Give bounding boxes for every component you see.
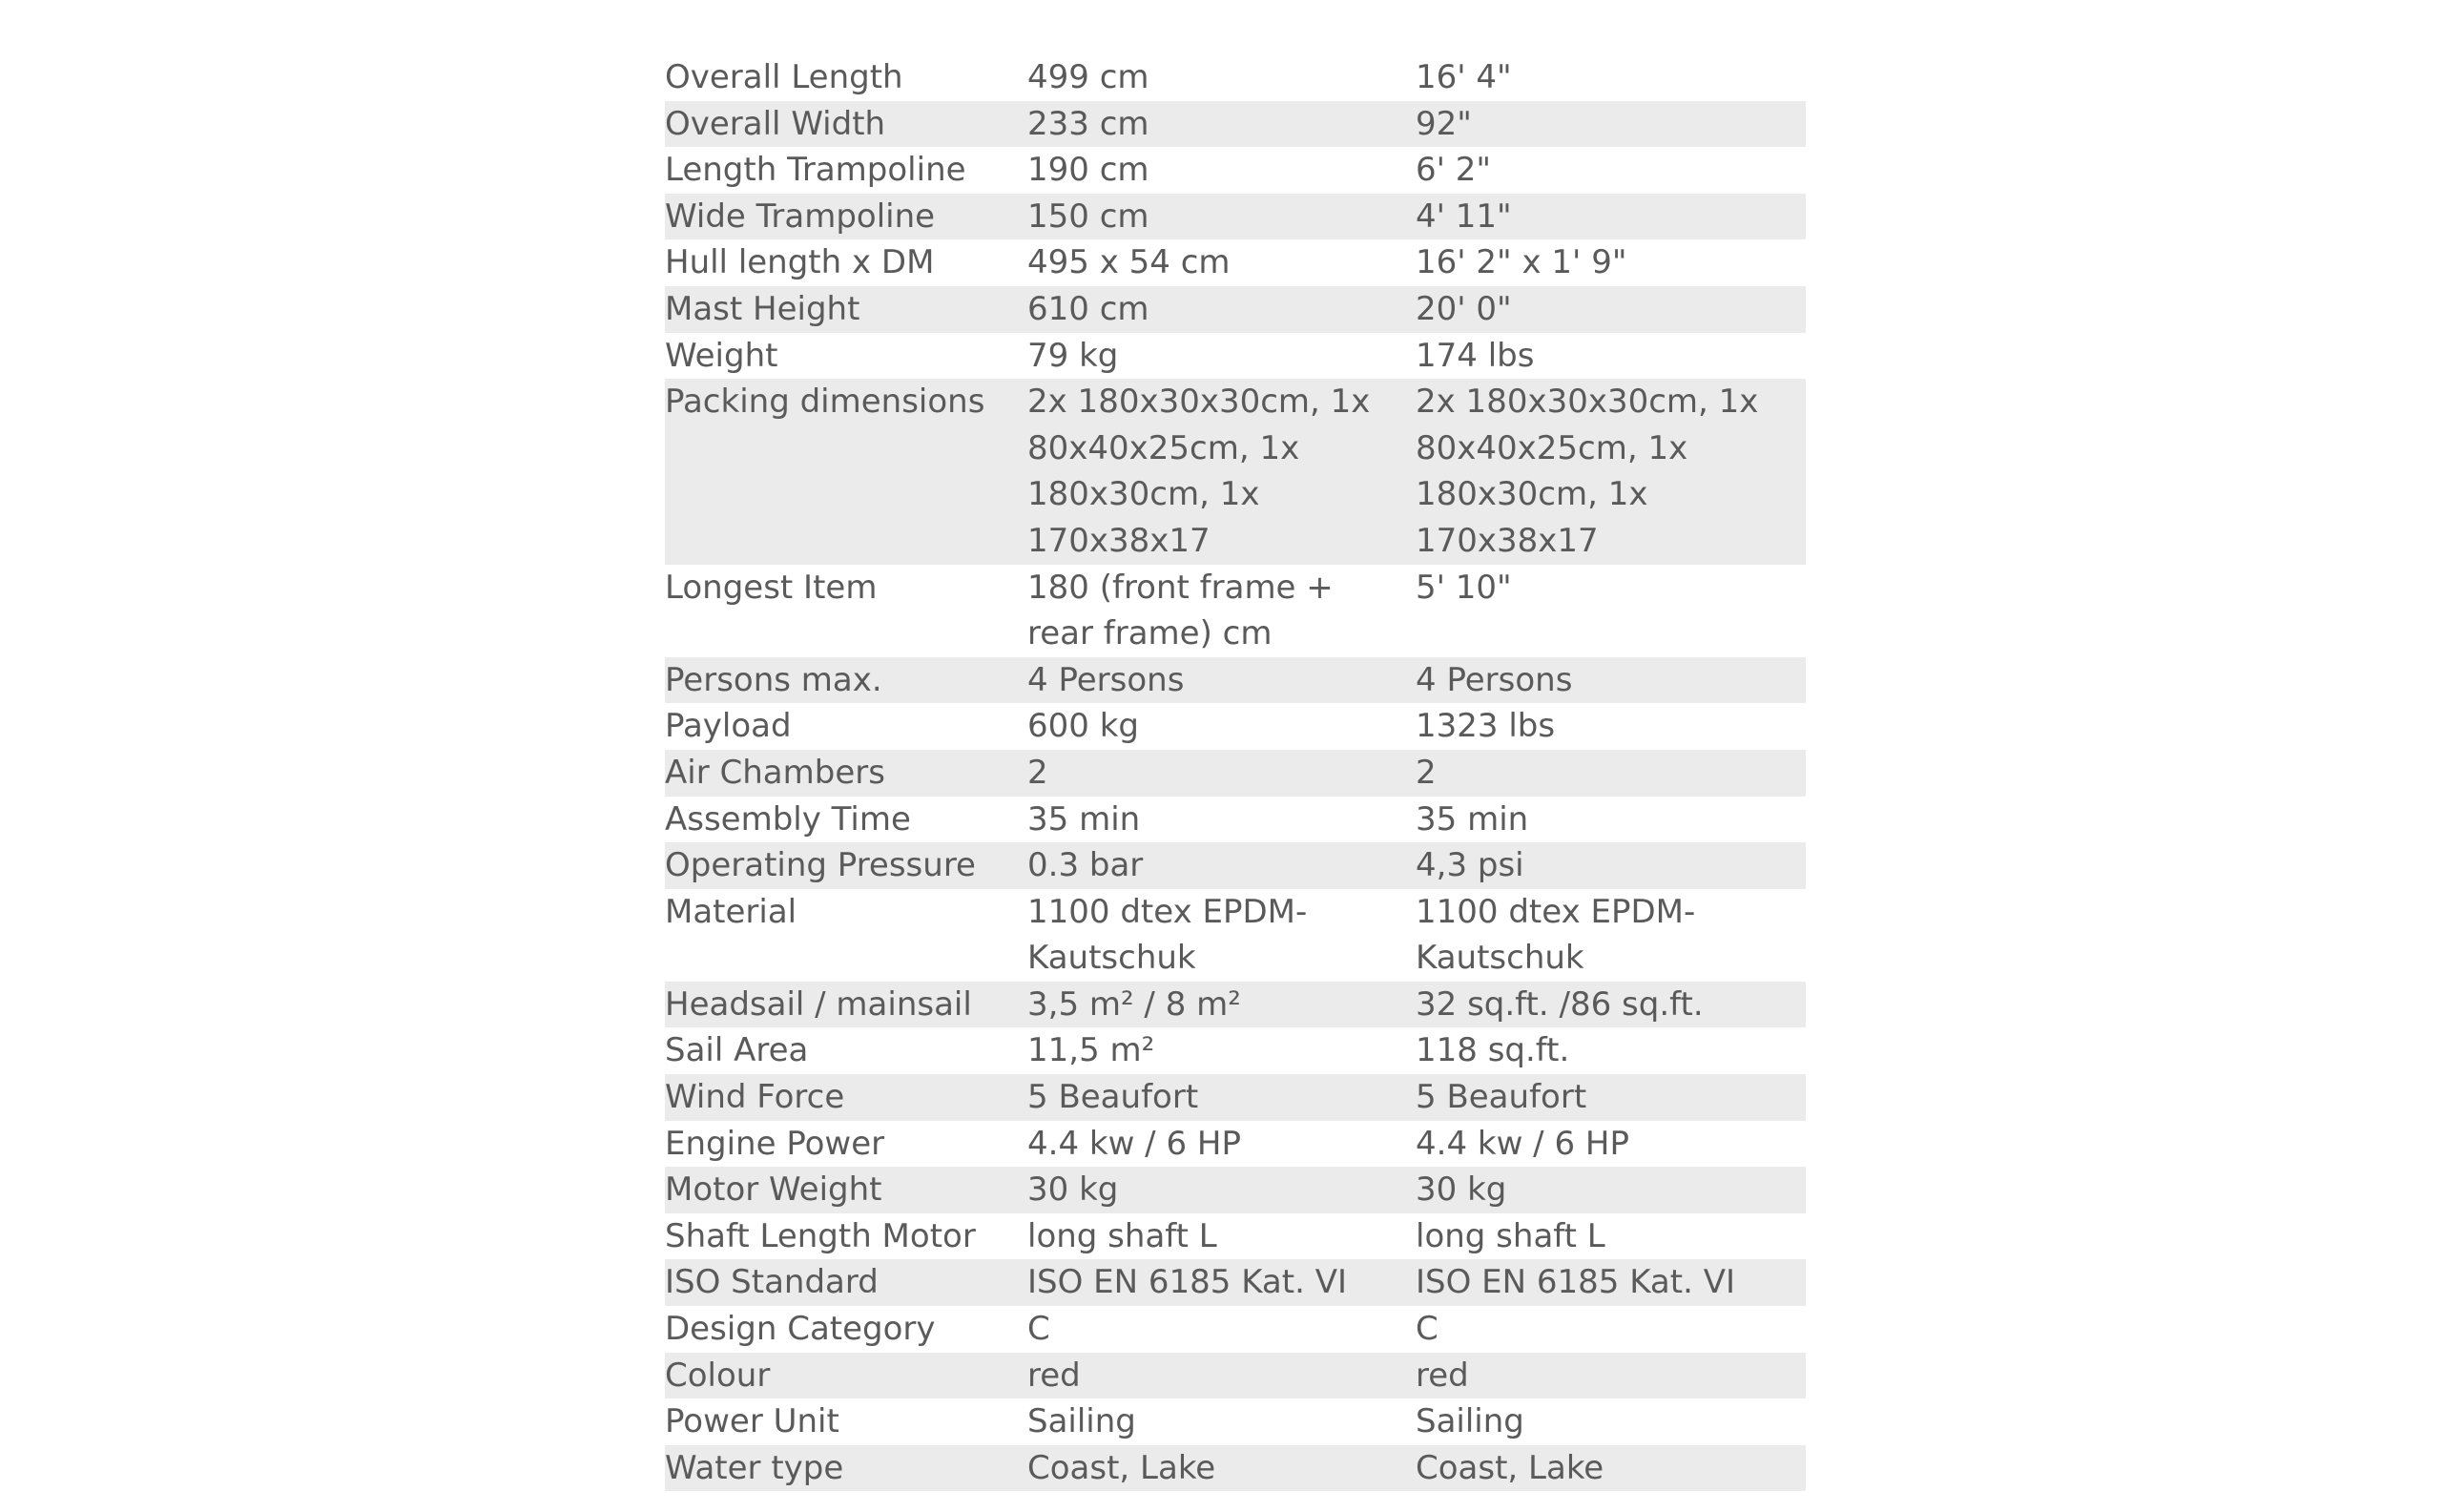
table-row [665, 1398, 1806, 1445]
spec-metric-value-cell: 4.4 kw / 6 HP [1027, 1124, 1241, 1163]
spec-imperial-value-cell: C [1416, 1310, 1438, 1349]
table-row [665, 101, 1806, 148]
spec-label-cell: Sail Area [665, 1031, 809, 1070]
spec-imperial-value-cell: Sailing [1416, 1402, 1524, 1441]
spec-metric-value-cell: 180 (front frame + rear frame) cm [1027, 568, 1334, 653]
table-row [665, 797, 1806, 843]
spec-imperial-value-cell: 4,3 psi [1416, 842, 1806, 889]
spec-imperial-value-cell: 118 sq.ft. [1416, 1031, 1570, 1070]
spec-imperial-value-cell: 2x 180x30x30cm, 1x 80x40x25cm, 1x 180x30cm, 1x 170x38x17 [1416, 379, 1806, 564]
table-row [665, 1353, 1806, 1399]
table-row [665, 1027, 1806, 1074]
table-row [665, 54, 1806, 101]
spec-label-cell: ISO Standard [665, 1259, 1027, 1306]
spec-label-cell: Mast Height [665, 286, 1027, 333]
spec-metric-value-cell: 610 cm [1027, 286, 1416, 333]
spec-label-cell: Hull length x DM [665, 243, 935, 282]
spec-metric-value-cell: Sailing [1027, 1402, 1136, 1441]
spec-imperial-value-cell: 35 min [1416, 799, 1529, 839]
table-row [665, 147, 1806, 194]
spec-label-cell: Engine Power [665, 1124, 885, 1163]
spec-imperial-value-cell: ISO EN 6185 Kat. VI [1416, 1259, 1806, 1306]
spec-metric-value-cell: 495 x 54 cm [1027, 243, 1231, 282]
spec-imperial-value-cell: 16' 2" x 1' 9" [1416, 243, 1627, 282]
spec-metric-value-cell: 11,5 m² [1027, 1031, 1155, 1070]
spec-metric-value-cell: 35 min [1027, 799, 1141, 839]
spec-metric-value-cell: 5 Beaufort [1027, 1074, 1416, 1121]
spec-label-cell: Overall Length [665, 58, 903, 96]
spec-metric-value-cell: 0.3 bar [1027, 842, 1416, 889]
spec-label-cell: Operating Pressure [665, 842, 1027, 889]
table-row [665, 657, 1806, 704]
spec-imperial-value-cell: 4 Persons [1416, 657, 1806, 704]
spec-metric-value-cell: 79 kg [1027, 336, 1119, 375]
spec-label-cell: Colour [665, 1353, 1027, 1399]
spec-imperial-value-cell: 5' 10" [1416, 568, 1512, 607]
spec-imperial-value-cell: 2 [1416, 750, 1806, 797]
spec-label-cell: Design Category [665, 1310, 936, 1349]
spec-metric-value-cell: red [1027, 1353, 1416, 1399]
table-row [665, 1259, 1806, 1306]
spec-imperial-value-cell: 4' 11" [1416, 194, 1806, 240]
spec-metric-value-cell: 2x 180x30x30cm, 1x 80x40x25cm, 1x 180x30cm, 1x 170x38x17 [1027, 379, 1416, 564]
spec-label-cell: Wide Trampoline [665, 194, 1027, 240]
spec-imperial-value-cell: 6' 2" [1416, 151, 1492, 190]
spec-imperial-value-cell: 20' 0" [1416, 286, 1806, 333]
spec-imperial-value-cell: 30 kg [1416, 1167, 1806, 1213]
spec-imperial-value-cell: 5 Beaufort [1416, 1074, 1806, 1121]
spec-label-cell: Power Unit [665, 1402, 839, 1441]
spec-metric-value-cell: 499 cm [1027, 58, 1149, 96]
spec-metric-value-cell: Coast, Lake [1027, 1445, 1416, 1492]
spec-imperial-value-cell: 1323 lbs [1416, 707, 1556, 746]
spec-label-cell: Material [665, 892, 797, 931]
spec-label-cell: Water type [665, 1445, 1027, 1492]
spec-label-cell: Air Chambers [665, 750, 1027, 797]
spec-imperial-value-cell: 16' 4" [1416, 58, 1512, 96]
spec-metric-value-cell: 600 kg [1027, 707, 1139, 746]
spec-imperial-value-cell: 92" [1416, 101, 1806, 148]
specifications-table-body [665, 54, 1806, 1491]
spec-metric-value-cell: 2 [1027, 750, 1416, 797]
spec-label-cell: Longest Item [665, 568, 878, 607]
spec-imperial-value-cell: 1100 dtex EPDM-Kautschuk [1416, 892, 1696, 978]
spec-imperial-value-cell: Coast, Lake [1416, 1445, 1806, 1492]
spec-metric-value-cell: ISO EN 6185 Kat. VI [1027, 1259, 1416, 1306]
table-row [665, 1074, 1806, 1121]
spec-metric-value-cell: 30 kg [1027, 1167, 1416, 1213]
table-row [665, 750, 1806, 797]
table-row [665, 379, 1806, 564]
table-row [665, 333, 1806, 380]
spec-metric-value-cell: 4 Persons [1027, 657, 1416, 704]
table-row [665, 565, 1806, 657]
spec-label-cell: Wind Force [665, 1074, 1027, 1121]
spec-label-cell: Shaft Length Motor [665, 1216, 976, 1255]
spec-metric-value-cell: 3,5 m² / 8 m² [1027, 982, 1416, 1028]
table-row [665, 703, 1806, 750]
specifications-table [665, 54, 1806, 1491]
table-row [665, 194, 1806, 240]
spec-label-cell: Assembly Time [665, 799, 911, 839]
spec-metric-value-cell: C [1027, 1310, 1050, 1349]
table-row [665, 1213, 1806, 1260]
spec-label-cell: Persons max. [665, 657, 1027, 704]
spec-metric-value-cell: 233 cm [1027, 101, 1416, 148]
spec-label-cell: Length Trampoline [665, 151, 966, 190]
table-row [665, 1306, 1806, 1353]
spec-label-cell: Motor Weight [665, 1167, 1027, 1213]
spec-metric-value-cell: 1100 dtex EPDM-Kautschuk [1027, 892, 1308, 978]
table-row [665, 1445, 1806, 1492]
spec-metric-value-cell: long shaft L [1027, 1216, 1217, 1255]
spec-label-cell: Packing dimensions [665, 379, 1027, 564]
table-row [665, 842, 1806, 889]
spec-label-cell: Overall Width [665, 101, 1027, 148]
table-row [665, 1167, 1806, 1213]
table-row [665, 889, 1806, 982]
spec-imperial-value-cell: red [1416, 1353, 1806, 1399]
table-row [665, 1121, 1806, 1168]
spec-imperial-value-cell: 4.4 kw / 6 HP [1416, 1124, 1629, 1163]
table-row [665, 239, 1806, 286]
spec-label-cell: Weight [665, 336, 778, 375]
spec-imperial-value-cell: long shaft L [1416, 1216, 1605, 1255]
spec-label-cell: Headsail / mainsail [665, 982, 1027, 1028]
spec-imperial-value-cell: 32 sq.ft. /86 sq.ft. [1416, 982, 1806, 1028]
spec-metric-value-cell: 150 cm [1027, 194, 1416, 240]
spec-imperial-value-cell: 174 lbs [1416, 336, 1535, 375]
table-row [665, 982, 1806, 1028]
table-row [665, 286, 1806, 333]
spec-label-cell: Payload [665, 707, 792, 746]
spec-metric-value-cell: 190 cm [1027, 151, 1149, 190]
